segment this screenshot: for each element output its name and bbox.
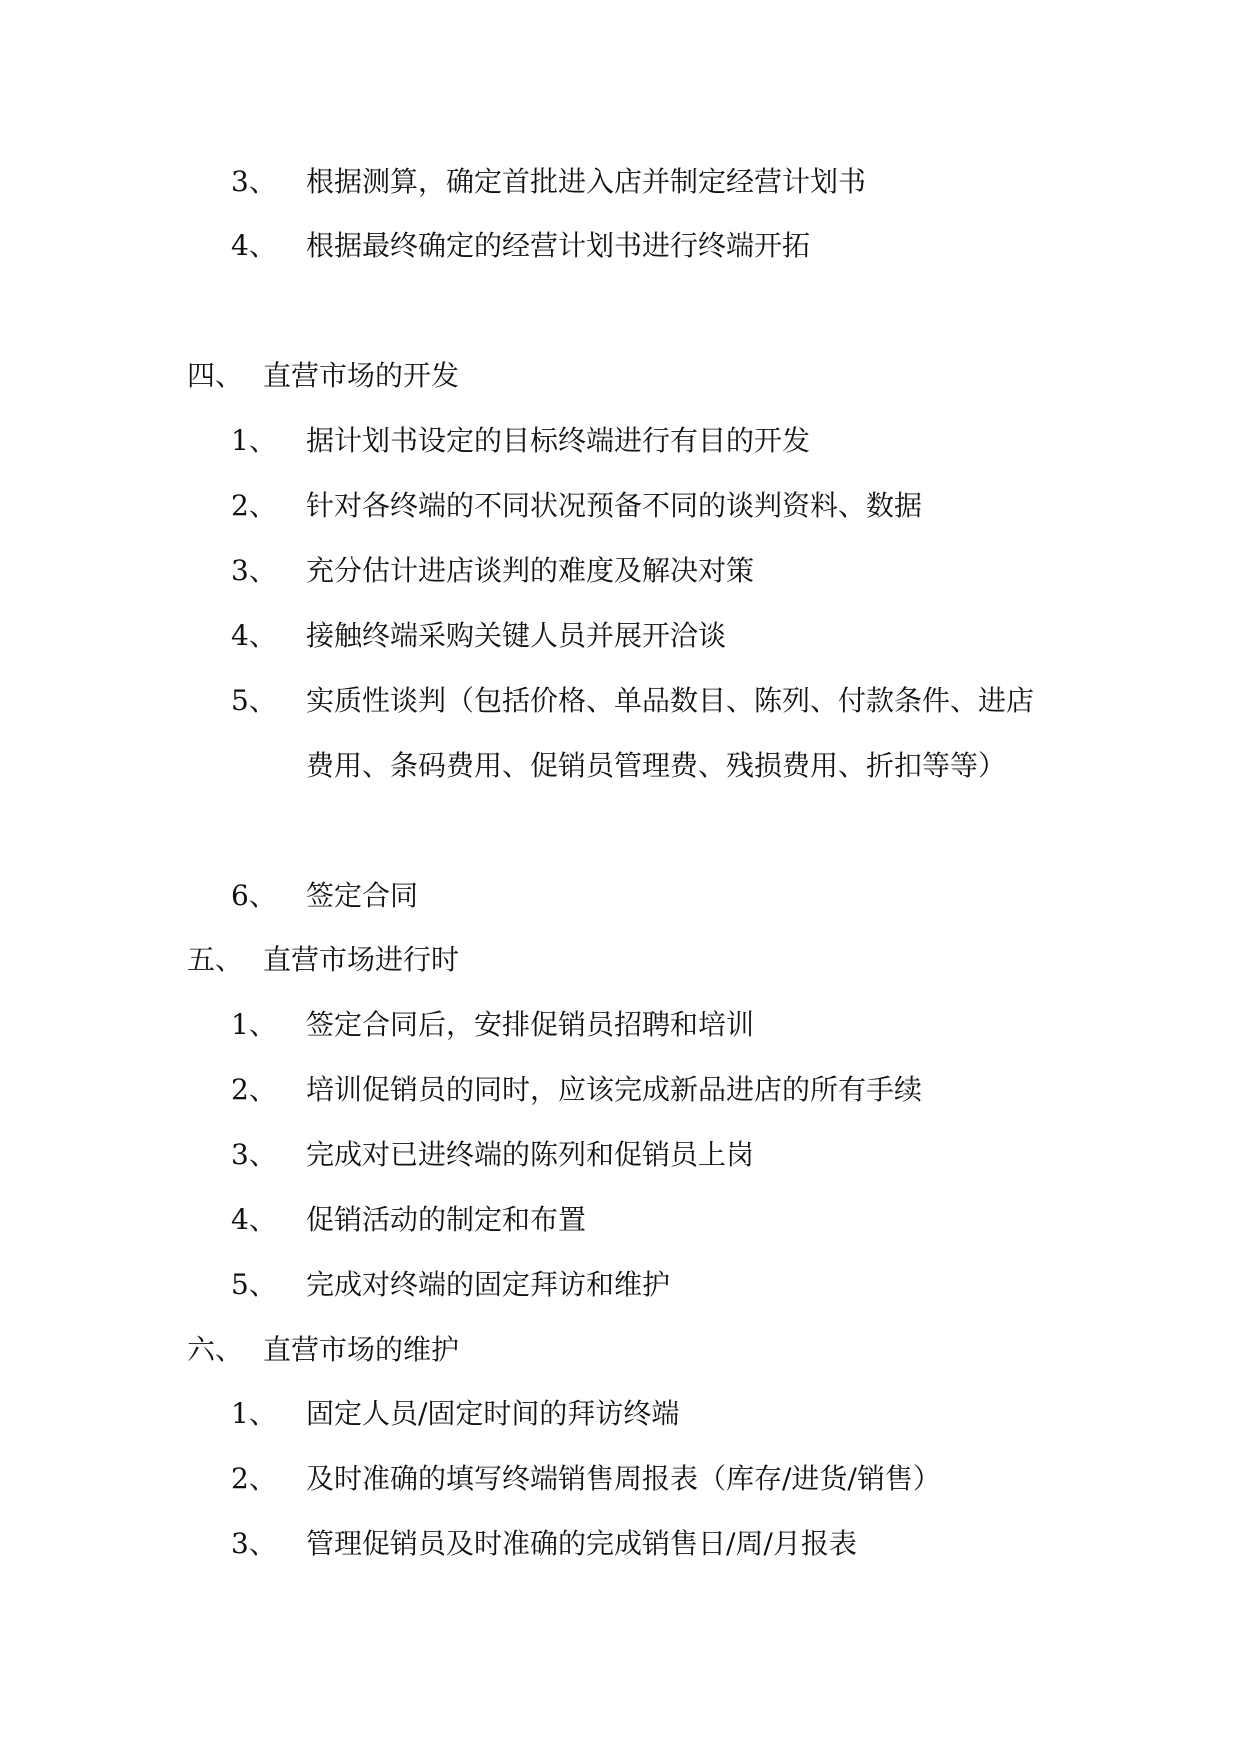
item-text: 根据最终确定的经营计划书进行终端开拓 [306, 229, 811, 262]
item-number: 6、 [231, 879, 277, 912]
section-title: 直营市场的开发 [263, 359, 460, 392]
item-number: 3、 [231, 165, 277, 198]
section-title: 直营市场进行时 [263, 943, 460, 976]
item-text: 接触终端采购关键人员并展开洽谈 [306, 619, 727, 652]
item-number: 4、 [231, 1203, 277, 1236]
item-text: 根据测算，确定首批进入店并制定经营计划书 [306, 165, 867, 198]
section-title: 直营市场的维护 [263, 1333, 460, 1366]
item-text-wrapped: 实质性谈判（包括价格、单品数目、陈列、付款条件、进店费用、条码费用、促销员管理费、残损费用、折扣等等） [306, 684, 1035, 782]
item-text: 据计划书设定的目标终端进行有目的开发 [306, 424, 811, 457]
item-number: 1、 [231, 1008, 277, 1041]
item-text: 管理促销员及时准确的完成销售日/周/月报表 [306, 1527, 857, 1560]
item-text: 完成对终端的固定拜访和维护 [306, 1268, 671, 1301]
item-text: 及时准确的填写终端销售周报表（库存/进货/销售） [306, 1462, 941, 1495]
item-text: 培训促销员的同时，应该完成新品进店的所有手续 [306, 1073, 923, 1106]
item-number: 1、 [231, 424, 277, 457]
item-number: 3、 [231, 1138, 277, 1171]
item-text: 促销活动的制定和布置 [306, 1203, 587, 1236]
item-number: 2、 [231, 1073, 277, 1106]
item-text: 签定合同后，安排促销员招聘和培训 [306, 1008, 755, 1041]
item-number: 4、 [231, 619, 277, 652]
item-number: 2、 [231, 1462, 277, 1495]
item-text: 固定人员/固定时间的拜访终端 [306, 1397, 680, 1430]
item-number: 5、 [231, 1268, 277, 1301]
section-number: 六、 [187, 1333, 244, 1366]
item-text: 充分估计进店谈判的难度及解决对策 [306, 554, 755, 587]
item-number: 3、 [231, 554, 277, 587]
item-text: 针对各终端的不同状况预备不同的谈判资料、数据 [306, 489, 923, 522]
item-number: 3、 [231, 1527, 277, 1560]
item-number: 4、 [231, 229, 277, 262]
section-number: 五、 [187, 943, 244, 976]
item-number: 5、 [231, 684, 277, 717]
item-number: 2、 [231, 489, 277, 522]
section-number: 四、 [187, 359, 244, 392]
item-text: 签定合同 [306, 879, 419, 912]
item-number: 1、 [231, 1397, 277, 1430]
item-text: 完成对已进终端的陈列和促销员上岗 [306, 1138, 755, 1171]
